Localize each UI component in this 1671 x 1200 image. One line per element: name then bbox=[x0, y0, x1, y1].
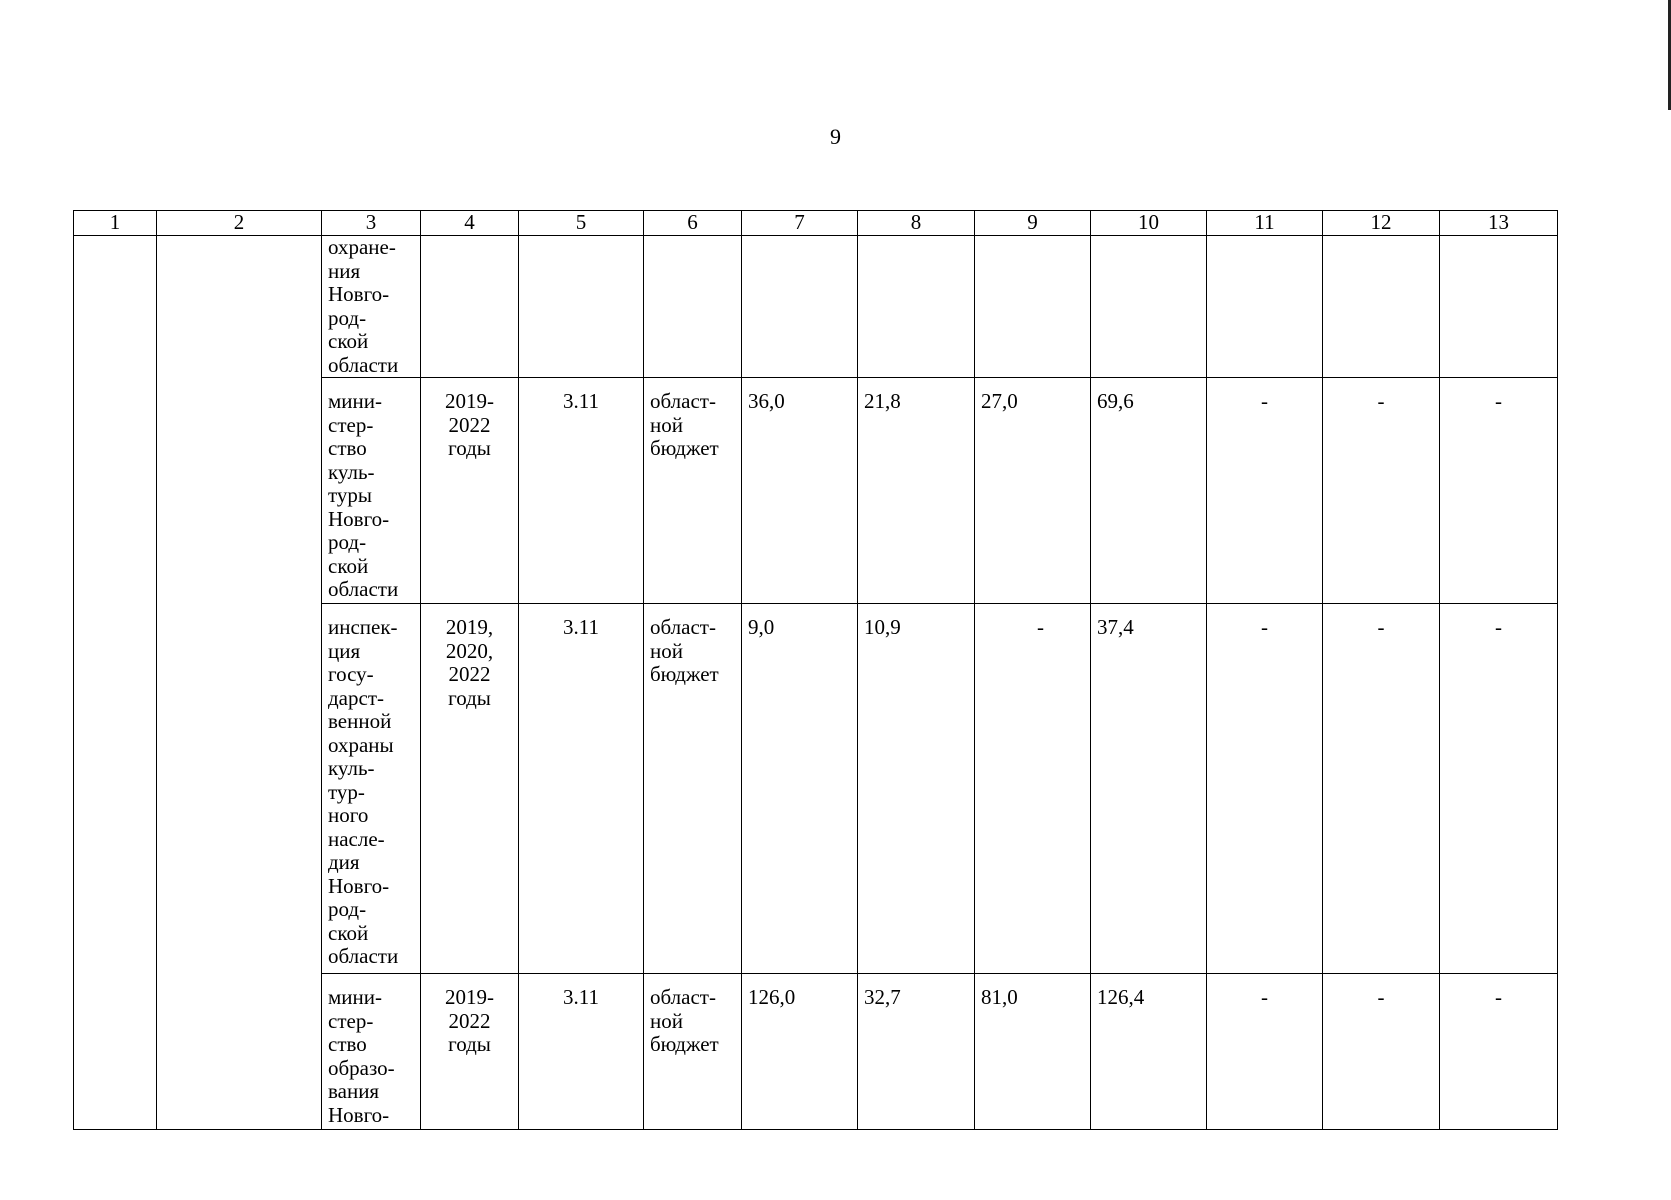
period-cell: 2019- 2022 годы bbox=[421, 974, 519, 1130]
executor-cell bbox=[322, 236, 421, 378]
value-cell: - bbox=[1440, 604, 1558, 974]
column-header: 9 bbox=[975, 211, 1091, 236]
indicator-cell: 3.11 bbox=[519, 604, 644, 974]
column-header: 1 bbox=[74, 211, 157, 236]
executor-text: охране- ния Новго- род- ской области bbox=[328, 235, 399, 377]
value-cell bbox=[1323, 236, 1440, 378]
value-cell: 21,8 bbox=[858, 378, 975, 604]
table-row bbox=[74, 236, 1558, 378]
column-header: 8 bbox=[858, 211, 975, 236]
value-cell: 10,9 bbox=[858, 604, 975, 974]
indicator-cell bbox=[519, 236, 644, 378]
value-cell: - bbox=[1323, 378, 1440, 604]
source-cell: област- ной бюджет bbox=[644, 974, 742, 1130]
value-cell: 126,0 bbox=[742, 974, 858, 1130]
value-cell: 9,0 bbox=[742, 604, 858, 974]
value-cell: - bbox=[1207, 974, 1323, 1130]
value-cell: - bbox=[1207, 378, 1323, 604]
period-cell: 2019- 2022 годы bbox=[421, 378, 519, 604]
executor-cell bbox=[322, 604, 421, 974]
column-header: 13 bbox=[1440, 211, 1558, 236]
value-cell bbox=[975, 236, 1091, 378]
executor-text: мини- стер- ство образо- вания Новго- bbox=[328, 985, 395, 1127]
value-cell: 27,0 bbox=[975, 378, 1091, 604]
executor-cell bbox=[322, 378, 421, 604]
page-number: 9 bbox=[830, 124, 841, 149]
cell-col1-merged bbox=[74, 236, 157, 1130]
value-cell: - bbox=[1207, 604, 1323, 974]
executor-cell bbox=[322, 974, 421, 1130]
column-header: 7 bbox=[742, 211, 858, 236]
budget-table bbox=[73, 210, 1558, 1130]
value-cell: - bbox=[1440, 974, 1558, 1130]
value-cell: - bbox=[1323, 974, 1440, 1130]
value-cell bbox=[1207, 236, 1323, 378]
column-header: 10 bbox=[1091, 211, 1207, 236]
value-cell: - bbox=[1323, 604, 1440, 974]
value-cell bbox=[1440, 236, 1558, 378]
period-cell bbox=[421, 236, 519, 378]
column-header: 11 bbox=[1207, 211, 1323, 236]
indicator-cell: 3.11 bbox=[519, 974, 644, 1130]
executor-text: мини- стер- ство куль- туры Новго- род- ской области bbox=[328, 389, 399, 601]
column-header: 5 bbox=[519, 211, 644, 236]
column-header: 2 bbox=[157, 211, 322, 236]
source-cell bbox=[644, 236, 742, 378]
value-cell: 69,6 bbox=[1091, 378, 1207, 604]
source-cell: област- ной бюджет bbox=[644, 378, 742, 604]
value-cell: 37,4 bbox=[1091, 604, 1207, 974]
value-cell bbox=[858, 236, 975, 378]
value-cell: - bbox=[1440, 378, 1558, 604]
value-cell bbox=[742, 236, 858, 378]
indicator-cell: 3.11 bbox=[519, 378, 644, 604]
period-cell: 2019, 2020, 2022 годы bbox=[421, 604, 519, 974]
header-row bbox=[74, 211, 1558, 236]
column-header: 3 bbox=[322, 211, 421, 236]
column-header: 4 bbox=[421, 211, 519, 236]
executor-text: инспек- ция госу- дарст- венной охраны куль- тур- ного насле- дия Новго- род- ской области bbox=[328, 615, 399, 968]
value-cell: 126,4 bbox=[1091, 974, 1207, 1130]
source-cell: област- ной бюджет bbox=[644, 604, 742, 974]
value-cell: 36,0 bbox=[742, 378, 858, 604]
column-header: 12 bbox=[1323, 211, 1440, 236]
value-cell: 32,7 bbox=[858, 974, 975, 1130]
value-cell: 81,0 bbox=[975, 974, 1091, 1130]
value-cell bbox=[1091, 236, 1207, 378]
column-header: 6 bbox=[644, 211, 742, 236]
cell-col2-merged bbox=[157, 236, 322, 1130]
value-cell: - bbox=[975, 604, 1091, 974]
